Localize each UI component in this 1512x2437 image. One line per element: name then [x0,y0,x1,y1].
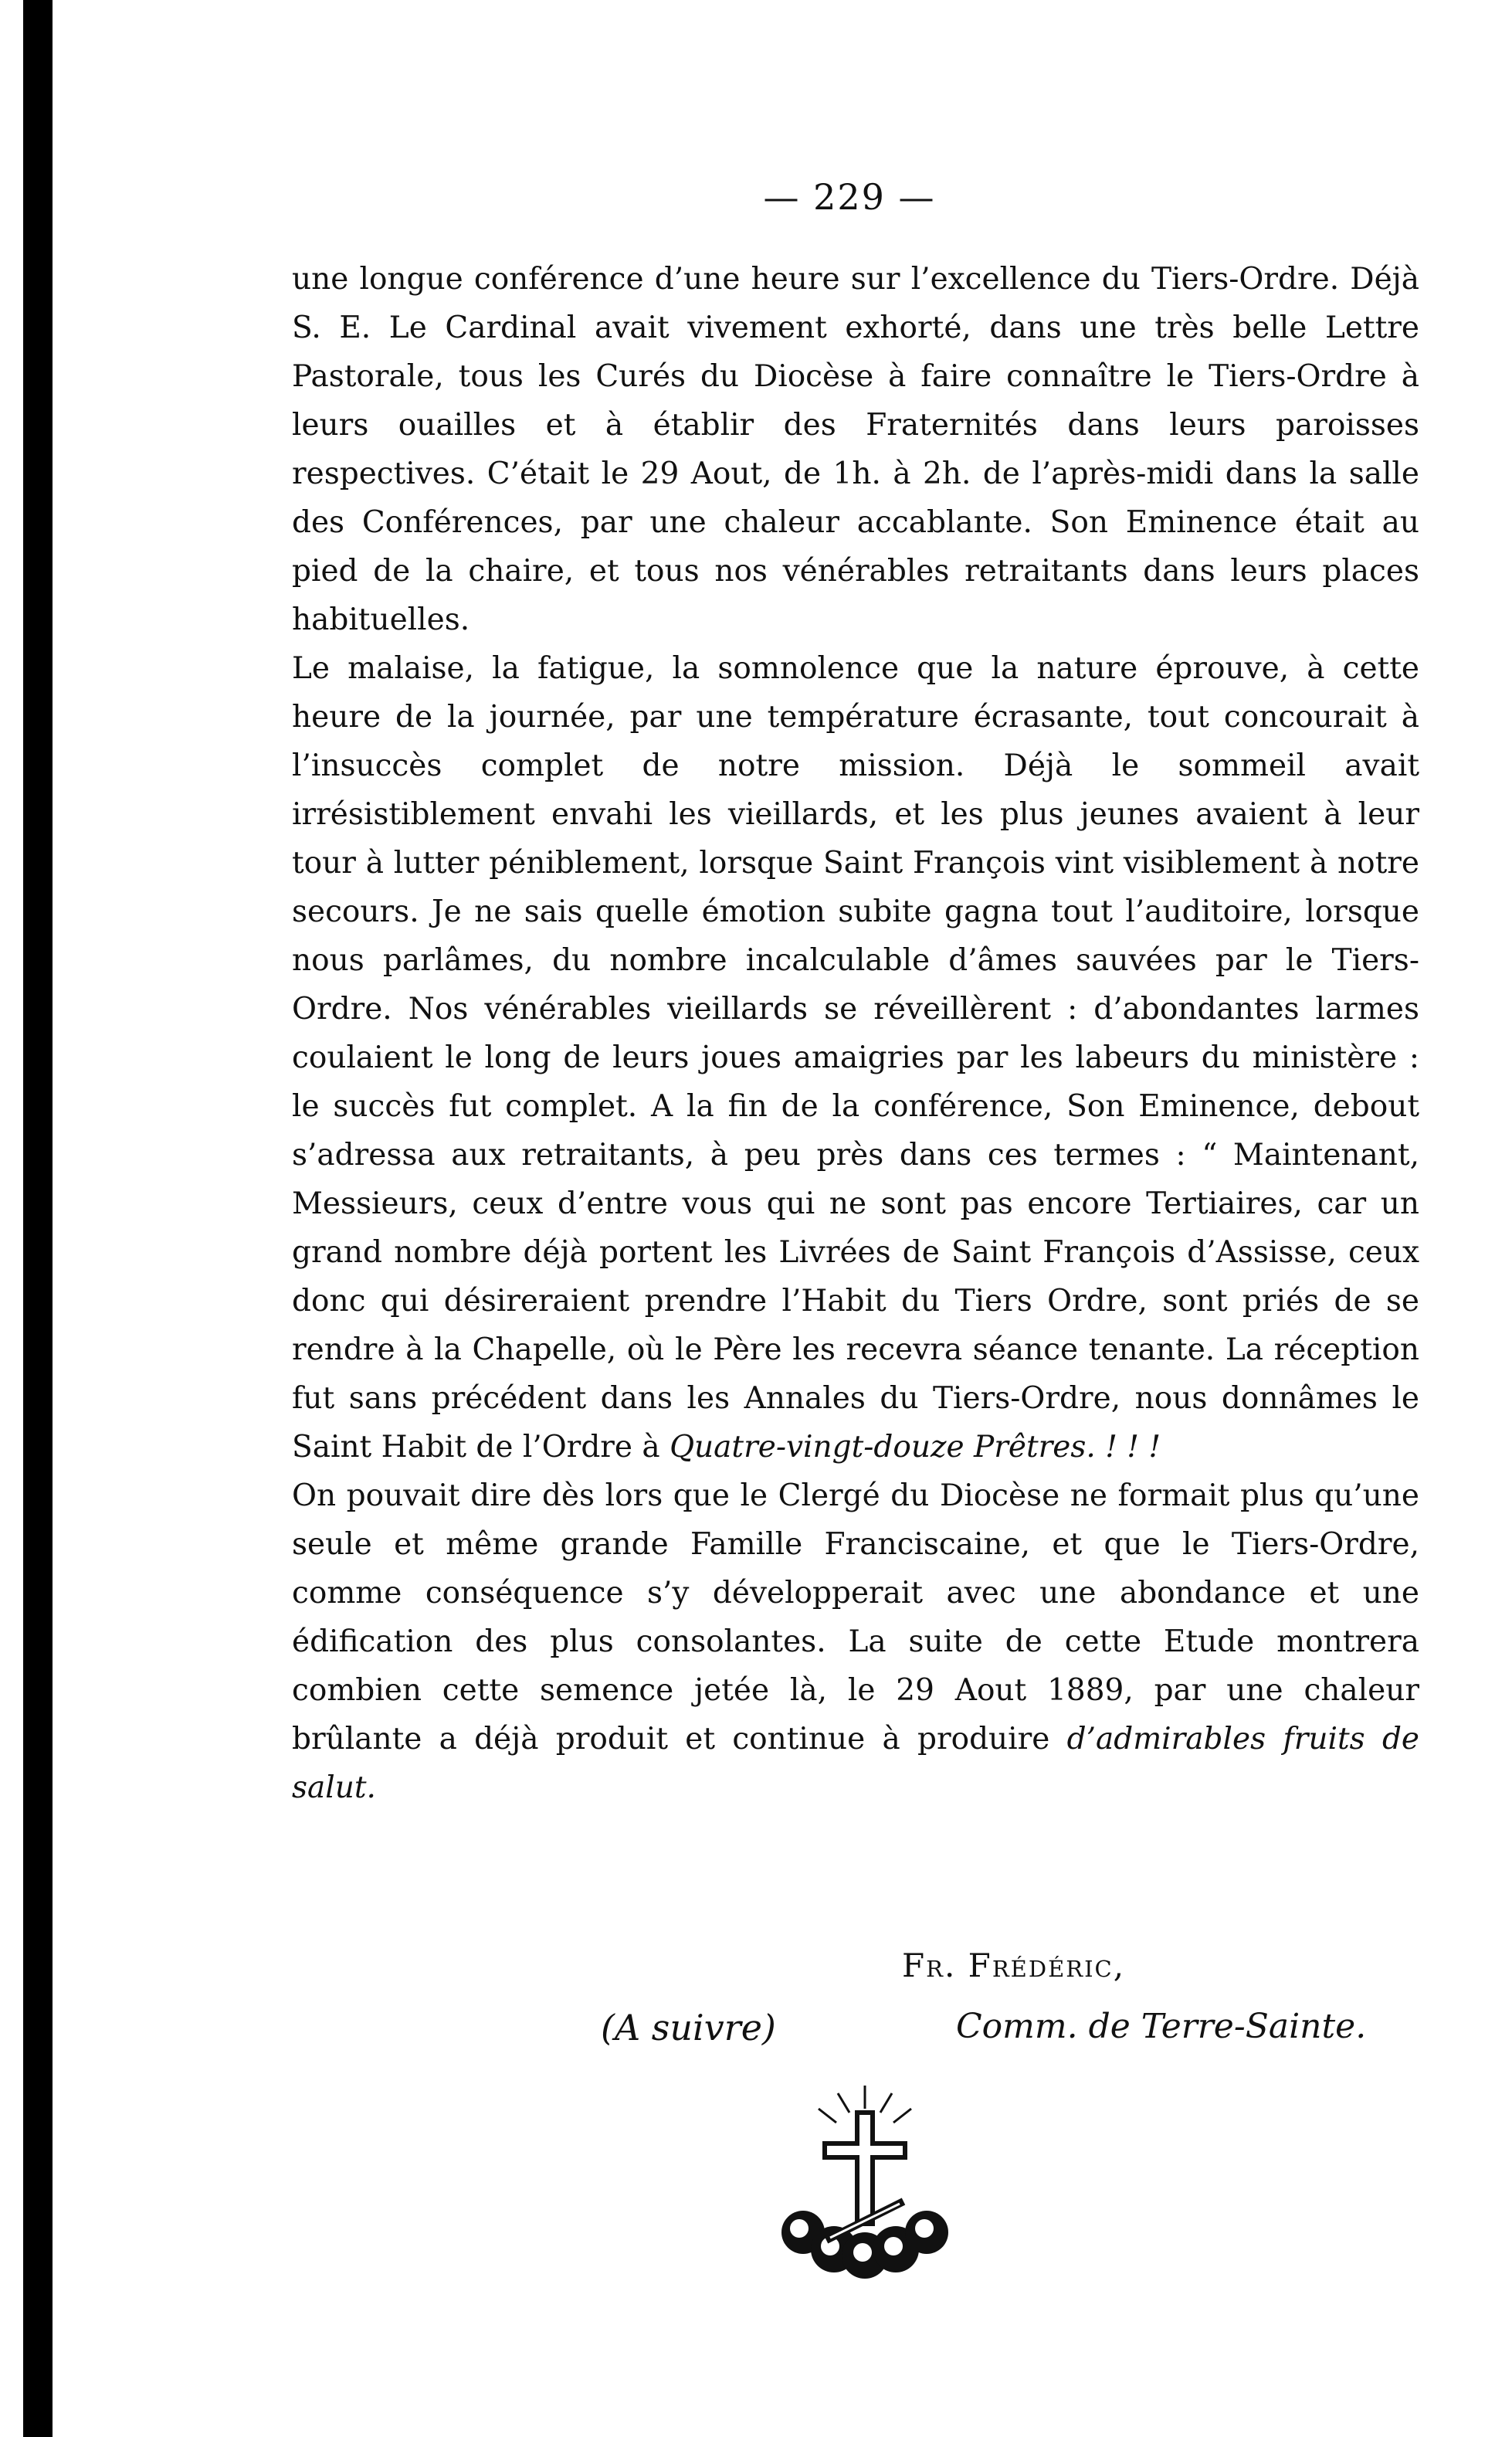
paragraph-text: une longue conférence d’une heure sur l’excellence du Tiers-Ordre. Déjà S. E. Le Cardinal avait vivement exhorté, dans une très belle Lettre Pastorale, tous les Curés du Diocèse à faire connaître le Tiers-Ordre à leurs ouailles et à établir des Fraternités dans leurs paroisses respectives. C’était le 29 Aout, de 1h. à 2h. de l’après-midi dans la salle des Conférences, par une chaleur accablante. Son Eminence était au pied de la chaire, et tous nos vénérables retraitants dans leurs places habituelles. [292,262,1419,637]
page-number: — 229 — [763,176,936,218]
body-text [292,255,1419,1812]
paragraph [292,1471,1419,1812]
cross-emblem-icon [761,2078,969,2286]
italic-priests: Quatre-vingt-douze Prêtres. ! ! ! [670,1430,1161,1465]
author-name: Fr. Frédéric, [902,1947,1126,1984]
paragraph-text: Le malaise, la fatigue, la somnolence que la nature éprouve, à cette heure de la journée, par une température écrasante, tout concourait à l’insuccès complet de notre mission. Déjà le sommeil avait irrésistiblement envahi les vieillards, et les plus jeunes avaient à leur tour à lutter péniblement, lorsque Saint François vint visiblement à notre secours. Je ne sais quelle émotion subite gagna tout l’auditoire, lorsque nous parlâmes, du nombre incalculable d’âmes sauvées par le Tiers-Ordre. Nos vénérables vieillards se réveillèrent : d’abondantes larmes coulaient le long de leurs joues amaigries par les labeurs du ministère : le succès fut complet. A la fin de la conférence, Son Eminence, debout s’adressa aux retraitants, à peu près dans ces termes : “ Maintenant, Messieurs, ceux d’entre vous qui ne sont pas encore Tertiaires, car un grand nombre déjà portent les Livrées de Saint François d’Assisse, ceux donc qui désireraient prendre l’Habit du Tiers Ordre, sont priés de se rendre à la Chapelle, où le Père les recevra séance tenante. La réception fut sans précédent dans les Annales du Tiers-Ordre, nous donnâmes le Saint Habit de l’Ordre à [292,651,1419,1465]
italic-fruits: d’admirables fruits de salut. [292,1722,1419,1805]
paragraph-text: On pouvait dire dès lors que le Clergé du Diocèse ne formait plus qu’une seule et même grande Famille Franciscaine, et que le Tiers-Ordre, comme conséquence s’y développerait avec une abondance et une édification des plus consolantes. La suite de cette Etude montrera combien cette semence jetée là, le 29 Aout 1889, par une chaleur brûlante a déjà produit et continue à produire [292,1478,1419,1756]
continued-note: (A suivre) [601,2007,776,2048]
paragraph [292,644,1419,1471]
author-title: Comm. de Terre-Sainte. [956,2007,1367,2046]
paragraph [292,255,1419,644]
scan-border [23,0,53,2437]
